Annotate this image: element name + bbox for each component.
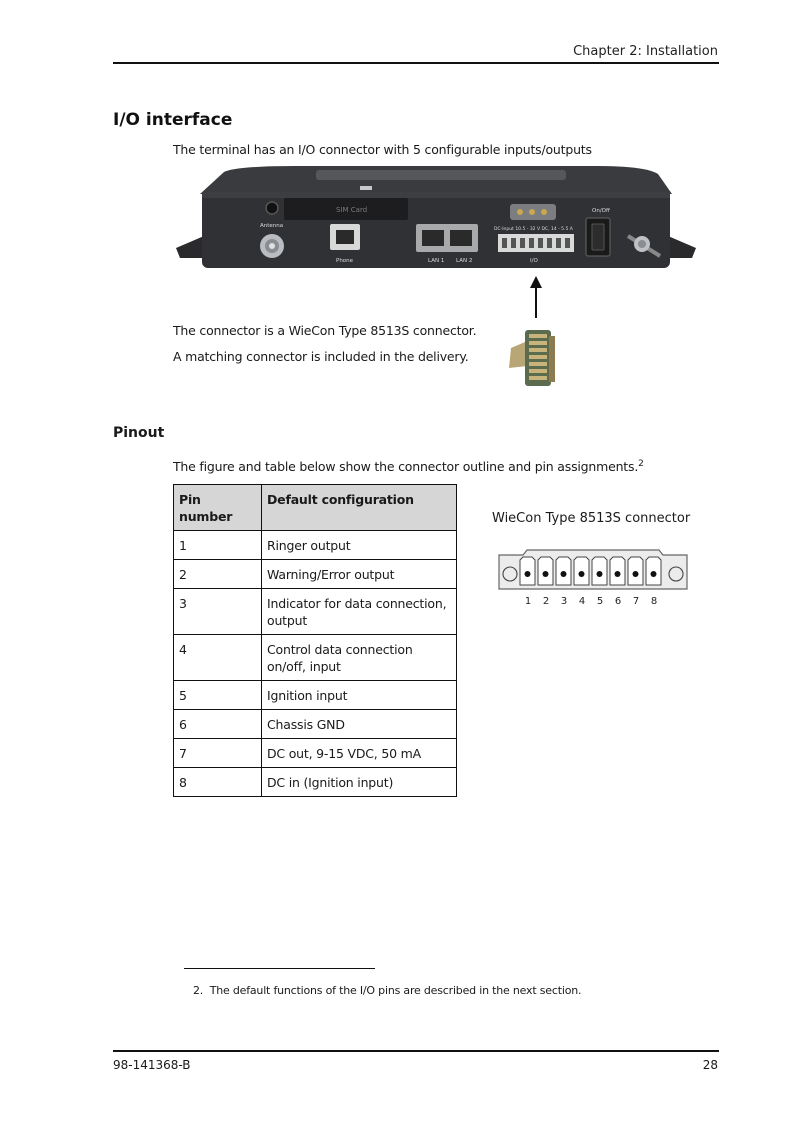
pin-label-7: 7 <box>632 596 640 607</box>
pin-label-3: 3 <box>560 596 568 607</box>
table-row <box>174 531 457 560</box>
pin-cell: 7 <box>174 739 262 768</box>
pin-label-2: 2 <box>542 596 550 607</box>
pin-table <box>173 484 457 797</box>
io-label: I/O <box>530 258 538 264</box>
running-header: Chapter 2: Installation <box>573 44 718 59</box>
section-title: I/O interface <box>113 110 233 130</box>
header-rule <box>113 62 719 64</box>
footnote-text: The default functions of the I/O pins are described in the next section. <box>209 984 582 997</box>
pin-cell: 1 <box>174 531 262 560</box>
intro-text: The terminal has an I/O connector with 5 configurable inputs/outputs <box>173 142 592 157</box>
pin-label-8: 8 <box>650 596 658 607</box>
config-cell: Ringer output <box>262 531 457 560</box>
connector-caption: WieCon Type 8513S connector <box>492 511 691 526</box>
footnote-ref: 2 <box>638 459 644 469</box>
terminal-rear-photo <box>176 164 696 290</box>
on-off-label: On/Off <box>592 208 610 214</box>
config-cell: Ignition input <box>262 681 457 710</box>
pin-label-4: 4 <box>578 596 586 607</box>
table-row <box>174 589 457 635</box>
col-pin-number: Pin number <box>174 485 262 531</box>
connector-type-text: The connector is a WieCon Type 8513S connector. <box>173 323 477 338</box>
pin-cell: 4 <box>174 635 262 681</box>
pinout-heading: Pinout <box>113 425 165 441</box>
pin-label-5: 5 <box>596 596 604 607</box>
footer-rule <box>113 1050 719 1052</box>
page-number: 28 <box>702 1058 718 1072</box>
pin-label-1: 1 <box>524 596 532 607</box>
sim-slot-label: SIM Card <box>336 206 368 214</box>
footnote-number: 2. <box>193 984 204 997</box>
footnote <box>193 984 581 997</box>
config-cell: DC out, 9-15 VDC, 50 mA <box>262 739 457 768</box>
table-row <box>174 739 457 768</box>
pinout-intro <box>173 459 644 474</box>
lan2-label: LAN 2 <box>456 258 473 264</box>
config-cell: Warning/Error output <box>262 560 457 589</box>
col-default-config: Default configuration <box>262 485 457 531</box>
table-header-row <box>174 485 457 531</box>
pin-cell: 5 <box>174 681 262 710</box>
connector-photo <box>505 326 565 390</box>
table-row <box>174 710 457 739</box>
config-cell: Chassis GND <box>262 710 457 739</box>
pin-cell: 6 <box>174 710 262 739</box>
config-cell: Indicator for data connection, output <box>262 589 457 635</box>
table-row <box>174 768 457 797</box>
antenna-label: Antenna <box>260 223 284 229</box>
arrow-icon <box>528 276 544 320</box>
table-row <box>174 560 457 589</box>
pin-cell: 8 <box>174 768 262 797</box>
footnote-rule <box>184 968 375 969</box>
config-cell: DC in (Ignition input) <box>262 768 457 797</box>
connector-outline-diagram <box>497 549 689 593</box>
config-cell: Control data connection on/off, input <box>262 635 457 681</box>
connector-delivery-text: A matching connector is included in the delivery. <box>173 349 469 364</box>
table-row <box>174 635 457 681</box>
pin-cell: 2 <box>174 560 262 589</box>
lan1-label: LAN 1 <box>428 258 445 264</box>
document-id: 98-141368-B <box>113 1058 191 1072</box>
dc-input-label: DC-Input 10.5 - 32 V DC, 14 - 5.5 A <box>494 227 573 232</box>
pin-label-6: 6 <box>614 596 622 607</box>
table-row <box>174 681 457 710</box>
pin-cell: 3 <box>174 589 262 635</box>
phone-label: Phone <box>336 258 354 264</box>
pinout-intro-text: The figure and table below show the connector outline and pin assignments. <box>173 459 639 475</box>
